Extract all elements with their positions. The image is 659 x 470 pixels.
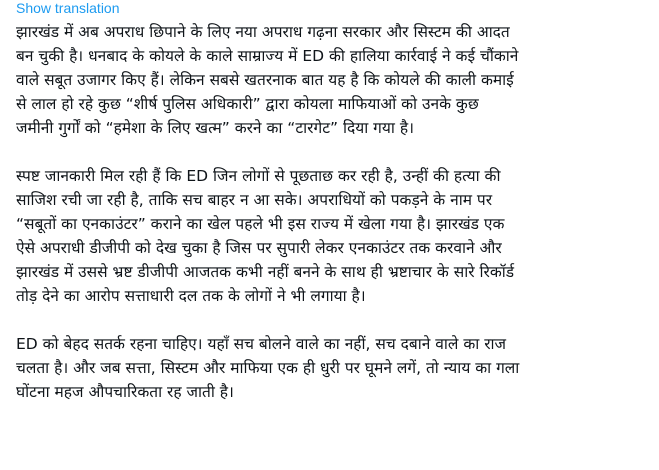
tweet-line: ED को बेहद सतर्क रहना चाहिए। यहाँ सच बोलने वाले का नहीं, सच दबाने वाले का राज (16, 335, 507, 353)
show-translation-link[interactable]: Show translation (16, 0, 120, 16)
tweet-line: घोंटना महज औपचारिकता रह जाती है। (16, 383, 234, 401)
tweet-line: तोड़ देने का आरोप सत्ताधारी दल तक के लोगों ने भी लगाया है। (16, 287, 366, 305)
tweet-line: चलता है। और जब सत्ता, सिस्टम और माफिया एक ही धुरी पर घूमने लगें, तो न्याय का गला (16, 359, 520, 377)
tweet-line: बन चुकी है। धनबाद के कोयले के काले साम्राज्य में ED की हालिया कार्रवाई ने कई चौंकाने (16, 47, 519, 65)
tweet-line: जमीनी गुर्गों को “हमेशा के लिए खत्म” करने का “टारगेट” दिया गया है। (16, 119, 414, 137)
tweet-line: साजिश रची जा रही है, ताकि सच बाहर न आ सके। अपराधियों को पकड़ने के नाम पर (16, 191, 493, 209)
tweet-line: स्पष्ट जानकारी मिल रही हैं कि ED जिन लोगों से पूछताछ कर रही है, उन्हीं की हत्या की (16, 167, 501, 185)
tweet-line: वाले सबूत उजागर किए हैं। लेकिन सबसे खतरनाक बात यह है कि कोयले की काली कमाई (16, 71, 514, 89)
tweet-line: झारखंड में उससे भ्रष्ट डीजीपी आजतक कभी नहीं बनने के साथ ही भ्रष्टाचार के सारे रिकॉर्ड (16, 263, 515, 281)
tweet-line: से लाल हो रहे कुछ “शीर्ष पुलिस अधिकारी” द्वारा कोयला माफियाओं को उनके कुछ (16, 95, 479, 113)
tweet-line: “सबूतों का एनकाउंटर” कराने का खेल पहले भी इस राज्य में खेला गया है। झारखंड एक (16, 215, 505, 233)
tweet-paragraph-2 (16, 164, 652, 308)
tweet-line: ऐसे अपराधी डीजीपी को देख चुका है जिस पर सुपारी लेकर एनकाउंटर तक करवाने और (16, 239, 502, 257)
tweet-text (16, 20, 652, 404)
tweet-line: झारखंड में अब अपराध छिपाने के लिए नया अपराध गढ़ना सरकार और सिस्टम की आदत (16, 23, 510, 41)
tweet-paragraph-3 (16, 332, 652, 404)
tweet-paragraph-1 (16, 20, 652, 140)
